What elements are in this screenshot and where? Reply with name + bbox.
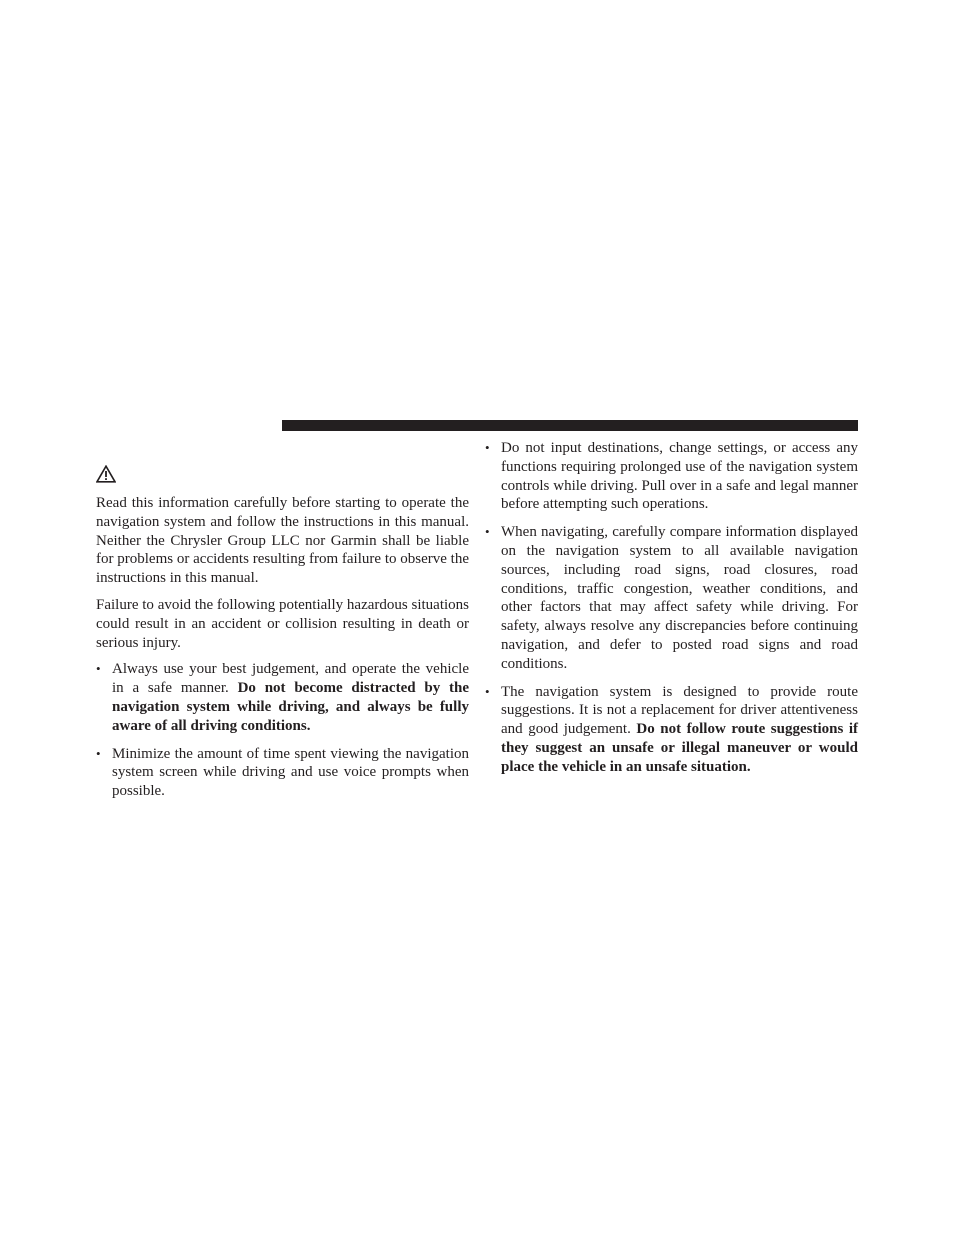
section-header-rule [282, 420, 858, 431]
list-item [485, 523, 858, 673]
left-bullet-list [96, 660, 469, 801]
bullet-text: When navigating, carefully compare information displayed on the navigation system to all available navigation sources, including road signs, road closures, road conditions, traffic congestion, weather conditions, and other factors that may affect safety while driving. For safety, always resolve any discrepancies before continuing navigation, and defer to posted road signs and road conditions. [501, 524, 858, 672]
bullet-marker: • [96, 661, 101, 677]
list-item [485, 439, 858, 514]
bullet-marker: • [485, 524, 490, 540]
bullet-bold-text: Do not become distracted by the navigation system while driving, and always be fully aware of all driving conditions. [112, 680, 470, 734]
hazard-paragraph: Failure to avoid the following potentially hazardous situations could result in an accident or collision resulting in death or serious injury. [96, 596, 469, 651]
list-item [485, 683, 858, 777]
bullet-marker: • [485, 683, 490, 699]
intro-paragraph: Read this information carefully before starting to operate the navigation system and follow the instructions in this manual. Neither the Chrysler Group LLC nor Garmin shall be liable for problems or accidents resulting from failure to observe the instructions in this manual. [96, 495, 469, 587]
right-column [485, 439, 858, 786]
bullet-text: Minimize the amount of time spent viewing the navigation system screen while driving and use voice prompts when possible. [112, 745, 469, 800]
bullet-marker: • [485, 440, 490, 455]
bullet-marker: • [96, 745, 101, 761]
warning-triangle-icon [96, 465, 116, 483]
list-item [96, 745, 469, 801]
bullet-text: Do not input destinations, change settings, or access any functions requiring prolonged use of the navigation system controls while driving. Pull over in a safe and legal manner before attempting such operations. [501, 440, 858, 513]
left-column [96, 494, 469, 810]
bullet-bold-text: Do not follow route suggestions if they suggest an unsafe or illegal maneuver or would place the vehicle in an unsafe situation. [501, 721, 858, 775]
list-item [96, 660, 469, 735]
right-bullet-list [485, 439, 858, 777]
bullet-text: The navigation system is designed to provide route suggestions. It is not a replacement for driver attentiveness and good judgement. [501, 683, 858, 738]
bullet-text: Always use your best judgement, and operate the vehicle in a safe manner. [112, 661, 469, 697]
